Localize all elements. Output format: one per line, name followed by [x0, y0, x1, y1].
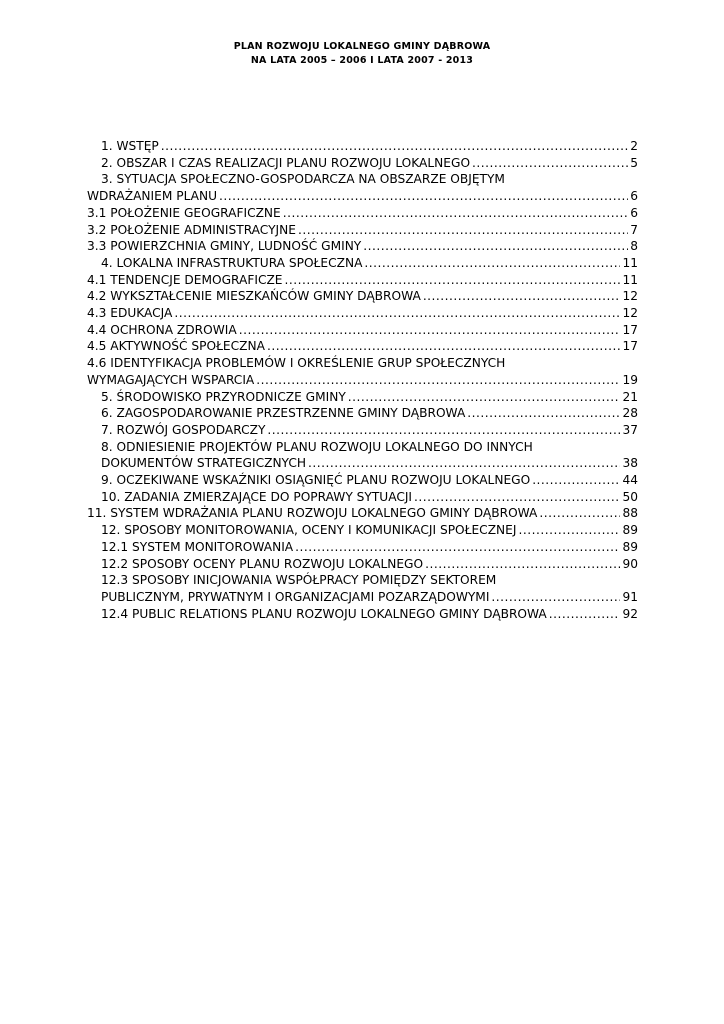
- dot-leader: [467, 405, 620, 422]
- toc-entry-title: 4.4 OCHRONA ZDROWIA: [87, 322, 237, 337]
- toc-entry: [87, 556, 638, 573]
- toc-entry-line: [87, 405, 638, 422]
- toc-page-number: 17: [622, 322, 638, 337]
- toc-entry-title: 12.2 SPOSOBY OCENY PLANU ROZWOJU LOKALNEGO: [101, 556, 424, 571]
- toc-entry: [87, 222, 638, 239]
- toc-entry-line: [87, 188, 638, 205]
- toc-entry: [87, 155, 638, 172]
- table-of-contents: [87, 138, 638, 622]
- toc-entry: [87, 255, 638, 272]
- toc-entry-line: [87, 322, 638, 339]
- toc-entry: [87, 405, 638, 422]
- toc-entry-title: 10. ZADANIA ZMIERZAJĄCE DO POPRAWY SYTUACJI: [101, 489, 413, 504]
- toc-entry: [87, 138, 638, 155]
- toc-entry-line: [87, 389, 638, 406]
- dot-leader: [298, 222, 628, 239]
- toc-entry: [87, 539, 638, 556]
- toc-entry: [87, 606, 638, 623]
- toc-entry-title: 2. OBSZAR I CZAS REALIZACJI PLANU ROZWOJU LOKALNEGO: [101, 155, 471, 170]
- dot-leader: [308, 455, 620, 472]
- dot-leader: [283, 205, 628, 222]
- toc-entry-title: 3.3 POWIERZCHNIA GMINY, LUDNOŚĆ GMINY: [87, 239, 362, 254]
- toc-entry-line: [87, 255, 638, 272]
- toc-entry-title: 4.3 EDUKACJA: [87, 306, 173, 321]
- title-line-1: PLAN ROZWOJU LOKALNEGO GMINY DĄBROWA: [233, 41, 491, 52]
- title-line-2: NA LATA 2005 – 2006 I LATA 2007 - 2013: [250, 55, 474, 66]
- toc-entry-line: [87, 606, 638, 623]
- toc-page-number: 90: [622, 556, 638, 571]
- dot-leader: [267, 422, 620, 439]
- toc-entry: [87, 422, 638, 439]
- toc-entry: [87, 505, 638, 522]
- dot-leader: [532, 472, 620, 489]
- toc-page-number: 50: [622, 489, 638, 504]
- toc-entry-title-line: [87, 355, 638, 372]
- toc-page-number: 6: [630, 205, 638, 220]
- dot-leader: [256, 372, 620, 389]
- toc-entry-title: 12.3 SPOSOBY INICJOWANIA WSPÓŁPRACY POMIĘDZY SEKTOREM: [101, 573, 497, 588]
- dot-leader: [518, 522, 620, 539]
- dot-leader: [491, 589, 620, 606]
- toc-page-number: 7: [630, 222, 638, 237]
- toc-entry-line: [87, 205, 638, 222]
- toc-entry: [87, 338, 638, 355]
- dot-leader: [161, 138, 628, 155]
- toc-entry-title: 3.1 POŁOŻENIE GEOGRAFICZNE: [87, 205, 281, 220]
- toc-entry-title: 3. SYTUACJA SPOŁECZNO-GOSPODARCZA NA OBSZARZE OBJĘTYM: [101, 172, 505, 187]
- toc-entry: [87, 389, 638, 406]
- toc-page-number: 11: [622, 255, 638, 270]
- toc-entry: [87, 472, 638, 489]
- toc-entry-title: 4.5 AKTYWNOŚĆ SPOŁECZNA: [87, 339, 265, 354]
- toc-entry-line: [87, 372, 638, 389]
- toc-entry-line: [87, 422, 638, 439]
- toc-entry-title-continuation: PUBLICZNYM, PRYWATNYM I ORGANIZACJAMI POZARZĄDOWYMI: [101, 589, 490, 604]
- toc-entry-title: 4. LOKALNA INFRASTRUKTURA SPOŁECZNA: [101, 255, 363, 270]
- toc-entry-title: 12.4 PUBLIC RELATIONS PLANU ROZWOJU LOKALNEGO GMINY DĄBROWA: [101, 606, 547, 621]
- dot-leader: [285, 272, 621, 289]
- dot-leader: [348, 389, 621, 406]
- dot-leader: [425, 556, 620, 573]
- toc-page-number: 12: [622, 289, 638, 304]
- toc-entry: [87, 272, 638, 289]
- toc-entry-line: [87, 338, 638, 355]
- toc-entry: [87, 205, 638, 222]
- dot-leader: [239, 322, 621, 339]
- toc-entry-title: 3.2 POŁOŻENIE ADMINISTRACYJNE: [87, 222, 296, 237]
- toc-entry-line: [87, 288, 638, 305]
- toc-entry-line: [87, 222, 638, 239]
- dot-leader: [219, 188, 628, 205]
- toc-page-number: 89: [622, 539, 638, 554]
- toc-entry-line: [87, 272, 638, 289]
- toc-entry-title-continuation: WYMAGAJĄCYCH WSPARCIA: [87, 372, 255, 387]
- toc-page-number: 44: [622, 473, 638, 488]
- toc-entry-title: 4.6 IDENTYFIKACJA PROBLEMÓW I OKREŚLENIE GRUP SPOŁECZNYCH: [87, 356, 506, 371]
- dot-leader: [472, 155, 628, 172]
- toc-entry-title: 6. ZAGOSPODAROWANIE PRZESTRZENNE GMINY DĄBROWA: [101, 406, 466, 421]
- toc-page-number: 17: [622, 339, 638, 354]
- dot-leader: [364, 255, 620, 272]
- toc-entry-title: 12.1 SYSTEM MONITOROWANIA: [101, 539, 294, 554]
- toc-entry: [87, 305, 638, 322]
- toc-entry-line: [87, 556, 638, 573]
- toc-page-number: 88: [622, 506, 638, 521]
- toc-entry-title: 11. SYSTEM WDRAŻANIA PLANU ROZWOJU LOKALNEGO GMINY DĄBROWA: [87, 506, 538, 521]
- toc-page-number: 11: [622, 272, 638, 287]
- toc-entry-title-continuation: DOKUMENTÓW STRATEGICZNYCH: [101, 456, 307, 471]
- toc-page-number: 21: [622, 389, 638, 404]
- toc-entry: [87, 355, 638, 388]
- toc-entry-title: 7. ROZWÓJ GOSPODARCZY: [101, 422, 266, 437]
- toc-page-number: 38: [622, 456, 638, 471]
- toc-entry-line: [87, 155, 638, 172]
- dot-leader: [539, 505, 620, 522]
- toc-entry: [87, 238, 638, 255]
- toc-entry-line: [87, 305, 638, 322]
- dot-leader: [549, 606, 621, 623]
- toc-entry-title: 8. ODNIESIENIE PROJEKTÓW PLANU ROZWOJU LOKALNEGO DO INNYCH: [101, 439, 533, 454]
- toc-entry: [87, 489, 638, 506]
- dot-leader: [414, 489, 620, 506]
- toc-page-number: 8: [630, 239, 638, 254]
- toc-page-number: 92: [622, 606, 638, 621]
- toc-entry-line: [87, 505, 638, 522]
- toc-page-number: 12: [622, 306, 638, 321]
- toc-entry: [87, 439, 638, 472]
- toc-entry-title: 1. WSTĘP: [101, 139, 159, 153]
- dot-leader: [423, 288, 621, 305]
- toc-entry-line: [87, 138, 638, 155]
- toc-page-number: 89: [622, 523, 638, 538]
- toc-page-number: 37: [622, 422, 638, 437]
- toc-entry-title-line: [87, 171, 638, 188]
- toc-entry-title-line: [87, 439, 638, 456]
- toc-page-number: 91: [622, 589, 638, 604]
- toc-entry-line: [87, 522, 638, 539]
- toc-entry-title-line: [87, 572, 638, 589]
- toc-entry: [87, 288, 638, 305]
- document-title: [0, 40, 724, 68]
- toc-entry-line: [87, 539, 638, 556]
- toc-entry-line: [87, 472, 638, 489]
- dot-leader: [267, 338, 621, 355]
- toc-entry-line: [87, 589, 638, 606]
- toc-entry: [87, 171, 638, 204]
- toc-entry-title: 4.1 TENDENCJE DEMOGRAFICZE: [87, 272, 283, 287]
- toc-entry-line: [87, 489, 638, 506]
- toc-page-number: 2: [630, 139, 638, 153]
- dot-leader: [363, 238, 628, 255]
- toc-page-number: 19: [622, 372, 638, 387]
- dot-leader: [295, 539, 620, 556]
- toc-page-number: 28: [622, 406, 638, 421]
- toc-entry: [87, 322, 638, 339]
- toc-page-number: 6: [630, 189, 638, 204]
- toc-entry: [87, 572, 638, 605]
- toc-entry-title: 5. ŚRODOWISKO PRZYRODNICZE GMINY: [101, 389, 346, 404]
- toc-page-number: 5: [630, 155, 638, 170]
- toc-entry: [87, 522, 638, 539]
- toc-entry-title: 12. SPOSOBY MONITOROWANIA, OCENY I KOMUNIKACJI SPOŁECZNEJ: [101, 523, 517, 538]
- toc-entry-line: [87, 455, 638, 472]
- dot-leader: [174, 305, 620, 322]
- toc-entry-title: 4.2 WYKSZTAŁCENIE MIESZKAŃCÓW GMINY DĄBROWA: [87, 289, 421, 304]
- toc-entry-line: [87, 238, 638, 255]
- toc-entry-title-continuation: WDRAŻANIEM PLANU: [87, 189, 218, 204]
- toc-entry-title: 9. OCZEKIWANE WSKAŹNIKI OSIĄGNIĘĆ PLANU ROZWOJU LOKALNEGO: [101, 473, 531, 488]
